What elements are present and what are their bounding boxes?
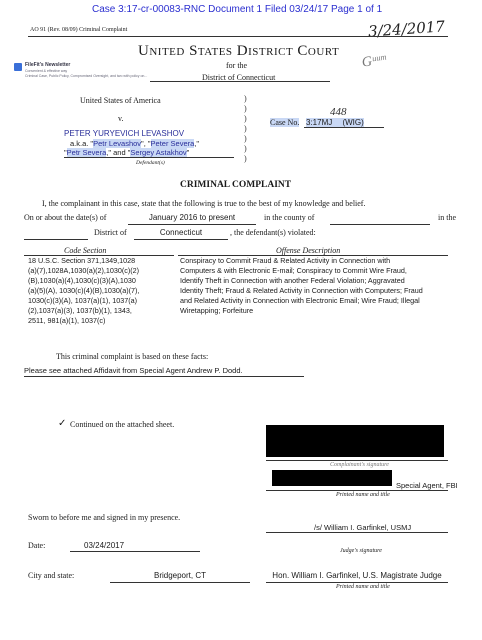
complainant-sig-rule	[266, 460, 448, 461]
case-number-rule	[304, 127, 384, 128]
case-number-prefix: 3:17MJ	[306, 118, 333, 127]
newsletter-icon	[14, 63, 22, 71]
judge-sig-rule	[266, 532, 448, 533]
newsletter-popup[interactable]	[14, 60, 164, 84]
newsletter-title: FileFit's Newsletter	[25, 62, 71, 68]
judge-name-field: Hon. William I. Garfinkel, U.S. Magistrate Judge	[266, 571, 448, 583]
date-range-field: January 2016 to present	[128, 213, 256, 225]
handwritten-date: 3/24/2017	[367, 17, 446, 41]
aka-prefix: "	[64, 148, 67, 157]
case-number-suffix: (WIG)	[342, 118, 364, 127]
aka-name: Petr Levashov	[93, 139, 142, 148]
newsletter-line2: Criminal Case, Public Policy, Compromised Oversight, and two with policy on...	[25, 74, 148, 78]
aka-prefix: a.k.a. "	[70, 139, 94, 148]
agent-title: Special Agent, FBI	[396, 481, 458, 490]
city-state-label: City and state:	[28, 571, 75, 580]
code-section-list	[28, 256, 139, 326]
continued-check-icon: ✓	[58, 418, 67, 429]
code-line: (2),1037(a)(3), 1037(b)(1), 1343,	[28, 306, 132, 315]
form-top-rule	[28, 36, 448, 37]
violated-text: , the defendant(s) violated:	[230, 228, 316, 237]
aka-line-2	[64, 148, 189, 157]
caption-brackets: ) ) ) ) ) ) )	[244, 94, 247, 163]
sworn-date-field: 03/24/2017	[70, 541, 200, 552]
offense-line: Identify Theft in Connection with another Federal Violation; Aggravated	[180, 276, 405, 285]
filing-stamp: Case 3:17-cr-00083-RNC Document 1 Filed 03/24/17 Page 1 of 1	[92, 4, 383, 15]
offense-line: and Related Activity in Connection with Electronic Email; Wire Fraud; Illegal	[180, 296, 420, 305]
judge-sig-label: Judge's signature	[340, 548, 382, 554]
code-section-header: Code Section	[64, 246, 107, 255]
district-field: Connecticut	[134, 228, 228, 240]
county-field	[330, 213, 430, 225]
in-the-text: in the	[438, 213, 456, 222]
aka-separator: ," and "	[106, 148, 131, 157]
offense-description	[180, 256, 423, 316]
district-label: District of	[94, 228, 127, 237]
aka-name: Peter Severa	[150, 139, 195, 148]
code-line: 2511, 981(a)(1), 1037(c)	[28, 316, 106, 325]
redacted-signature	[266, 425, 444, 457]
date-prefix: On or about the date(s) of	[24, 213, 107, 222]
plaintiff-name: United States of America	[80, 96, 161, 105]
complaint-heading: CRIMINAL COMPLAINT	[180, 180, 292, 190]
offense-line: Computers & with Electronic E-mail; Conspiracy to Commit Wire Fraud,	[180, 266, 407, 275]
offense-line: Wiretapping; Forfeiture	[180, 306, 254, 315]
defendant-label: Defendant(s)	[136, 160, 165, 166]
judge-initials-scribble: Gᵘᵘᵐ	[361, 52, 388, 71]
form-number: AO 91 (Rev. 08/09) Criminal Complaint	[30, 27, 128, 33]
defendant-rule	[64, 157, 234, 158]
complainant-statement: I, the complainant in this case, state that the following is true to the best of my knowledge and belief.	[42, 199, 366, 208]
city-state-field: Bridgeport, CT	[110, 571, 250, 583]
aka-separator: "	[186, 148, 190, 157]
aka-name: Sergey Astakhov	[130, 148, 187, 157]
versus: v.	[118, 114, 124, 123]
case-handwritten-number: 448	[330, 106, 347, 118]
defendant-name: PETER YURYEVICH LEVASHOV	[64, 129, 185, 138]
court-title: United States District Court	[138, 43, 340, 59]
printed-name-label: Printed name and title	[336, 492, 390, 498]
code-line: (a)(5)(A), 1030(c)(4)(B),1030(a)(7),	[28, 286, 140, 295]
aka-line-1	[70, 139, 199, 148]
aka-separator: ", "	[141, 139, 151, 148]
judge-printed-label: Printed name and title	[336, 584, 390, 590]
offense-line: Identity Theft; Fraud & Related Activity in Connection with Computers; Fraud	[180, 286, 423, 295]
facts-text: Please see attached Affidavit from Special Agent Andrew P. Dodd.	[24, 366, 243, 375]
aka-separator: ,"	[194, 139, 200, 148]
aka-name: Petr Severa	[66, 148, 107, 157]
date-label: Date:	[28, 541, 46, 550]
district-blank-field	[24, 228, 88, 240]
case-number-label: Case No.	[270, 118, 300, 127]
continued-text: Continued on the attached sheet.	[70, 420, 175, 429]
code-line: (a)(7),1028A,1030(a)(2),1030(c)(2)	[28, 266, 140, 275]
judge-signature: /s/ William I. Garfinkel, USMJ	[314, 523, 412, 532]
offense-header: Offense Description	[276, 246, 341, 255]
offense-line: Conspiracy to Commit Fraud & Related Activity in Connection with	[180, 256, 391, 265]
facts-intro: This criminal complaint is based on these facts:	[56, 352, 209, 361]
code-line: 18 U.S.C. Section 371,1349,1028	[28, 256, 136, 265]
case-number	[306, 118, 364, 127]
for-the: for the	[226, 61, 248, 70]
sworn-text: Sworn to before me and signed in my presence.	[28, 513, 181, 522]
newsletter-line1: Convenient & effective way	[25, 69, 68, 73]
complainant-sig-label: Complainant's signature	[330, 462, 389, 468]
facts-rule	[24, 376, 304, 377]
agent-rule	[266, 490, 448, 491]
redacted-name	[272, 470, 392, 486]
code-line: (B),1030(a)(4),1030(c)(3)(A),1030	[28, 276, 136, 285]
court-district: District of Connecticut	[202, 73, 276, 82]
code-line: 1030(c)(3)(A), 1037(a)(1), 1037(a)	[28, 296, 138, 305]
county-text: in the county of	[264, 213, 315, 222]
